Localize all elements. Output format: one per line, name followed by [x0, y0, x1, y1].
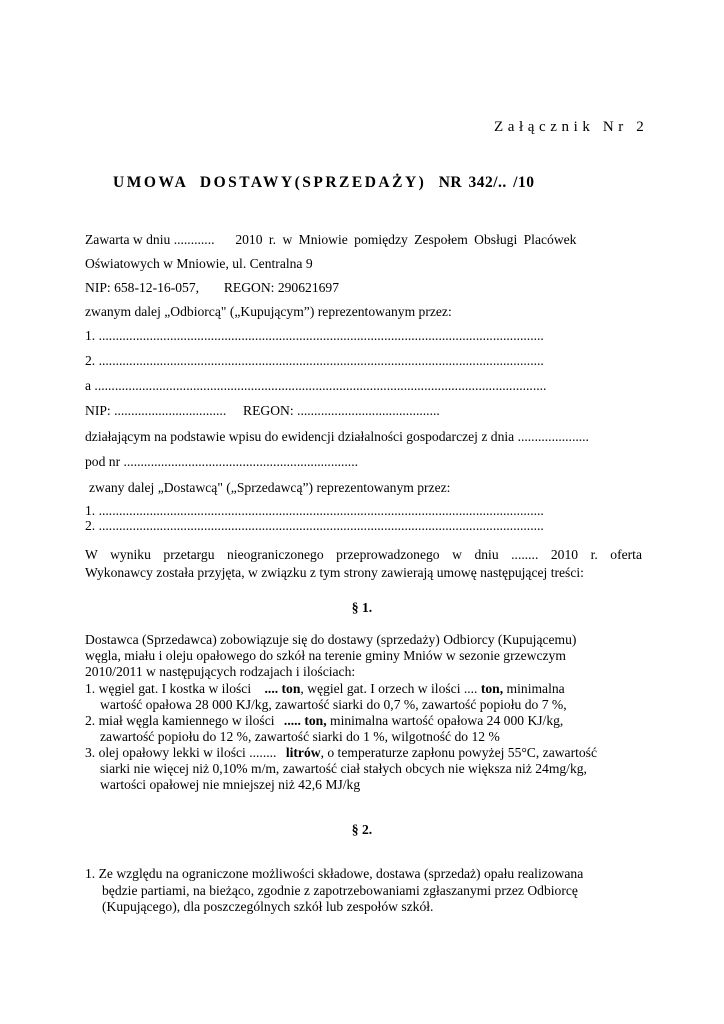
item-1-line-2: wartość opałowa 28 000 KJ/kg, zawartość siarki do 0,7 %, zawartość popiołu do 7 %, [100, 697, 567, 712]
contract-title-main: UMOWA DOSTAWY(SPRZEDAŻY) [113, 174, 427, 191]
contract-number: NR 342/.. /10 [438, 174, 535, 191]
section-1-heading: § 1. [351, 600, 373, 615]
section-2-heading: § 2. [351, 822, 373, 837]
section-1-para-2: węgla, miału i oleju opałowego do szkół na terenie gminy Mniów w sezonie grzewczym [85, 648, 566, 663]
item-2-coal-dust: 2. miał węgla kamiennego w ilości [85, 713, 275, 728]
intro-line-1 [85, 232, 576, 248]
intro-line-2: Oświatowych w Mniowie, ul. Centralna 9 [85, 256, 313, 271]
item-1-line-1 [85, 681, 565, 697]
intro-date: Zawarta w dniu ............ [85, 232, 215, 247]
dostawca-line: zwany dalej „Dostawcą" („Sprzedawcą”) reprezentowanym przez: [89, 480, 451, 495]
tender-line-1: W wyniku przetargu nieograniczonego przeprowadzonego w dniu ........ 2010 r. oferta [85, 547, 642, 562]
contractor-regon: REGON: .......................................... [243, 403, 440, 418]
supplier-representative-2: 2. ................................................................................................................................... [85, 518, 544, 533]
contractor-nip: NIP: ................................. [85, 403, 227, 418]
item-3-unit: litrów [285, 745, 321, 760]
nip-value: NIP: 658-12-16-057, [85, 280, 200, 295]
odbiorca-line: zwanym dalej „Odbiorcą" („Kupującym”) reprezentowanym przez: [85, 304, 452, 319]
section-1-para-1: Dostawca (Sprzedawca) zobowiązuje się do dostawy (sprzedaży) Odbiorcy (Kupującemu) [85, 632, 577, 647]
regon-value: REGON: 290621697 [223, 280, 340, 295]
registration-number: pod nr ..................................................................... [85, 454, 359, 469]
intro-nip-regon [85, 280, 339, 296]
item-3-flash-point: , o temperaturze zapłonu powyżej 55°C, zawartość [320, 745, 598, 760]
contractor-nip-regon [85, 403, 440, 419]
item-3-line-1 [85, 745, 597, 761]
contract-title [113, 175, 534, 191]
item-2-line-1 [85, 713, 563, 729]
supplier-representative-1: 1. ................................................................................................................................... [85, 503, 544, 518]
item-1-lump-qty: .... ton [264, 681, 301, 696]
item-3-line-2: siarki nie więcej niż 0,10% m/m, zawartość ciał stałych obcych nie większa niż 24mg/kg, [100, 761, 587, 776]
item-2-calorific: minimalna wartość opałowa 24 000 KJ/kg, [326, 713, 564, 728]
item-3-heating-oil: 3. olej opałowy lekki w ilości ........ [85, 745, 277, 760]
item-1-coal-lump: 1. węgiel gat. I kostka w ilości [85, 681, 252, 696]
intro-parties: 2010 r. w Mniowie pomiędzy Zespołem Obsługi Placówek [235, 232, 577, 247]
item-1-coal-nut: , węgiel gat. I orzech w ilości .... [300, 681, 481, 696]
item-2-line-2: zawartość popiołu do 12 %, zawartość siarki do 1 %, wilgotność do 12 % [100, 729, 500, 744]
section-2-para-3: (Kupującego), dla poszczególnych szkół lub zespołów szkół. [102, 899, 434, 914]
item-2-qty: ..... ton, [283, 713, 327, 728]
registration-line: działającym na podstawie wpisu do ewidencji działalności gospodarczej z dnia ..................... [85, 429, 589, 444]
section-2-para-1: 1. Ze względu na ograniczone możliwości składowe, dostawa (sprzedaż) opału realizowana [85, 866, 584, 881]
section-2-para-2: będzie partiami, na bieżąco, zgodnie z zapotrzebowaniami zgłaszanymi przez Odbiorcę [102, 883, 578, 898]
section-1-para-3: 2010/2011 w następujących rodzajach i ilościach: [85, 664, 356, 679]
item-1-nut-qty: ton, [480, 681, 504, 696]
representative-1: 1. ................................................................................................................................... [85, 328, 544, 343]
representative-2: 2. ................................................................................................................................... [85, 353, 544, 368]
tender-line-2: Wykonawcy została przyjęta, w związku z tym strony zawierają umowę następującej treści: [85, 565, 584, 580]
annex-label: Załącznik Nr 2 [494, 119, 649, 135]
item-1-min-label: minimalna [503, 681, 565, 696]
contractor-name: a ..................................................................................................................................... [85, 378, 547, 393]
item-3-line-3: wartości opałowej nie mniejszej niż 42,6 MJ/kg [100, 777, 361, 792]
